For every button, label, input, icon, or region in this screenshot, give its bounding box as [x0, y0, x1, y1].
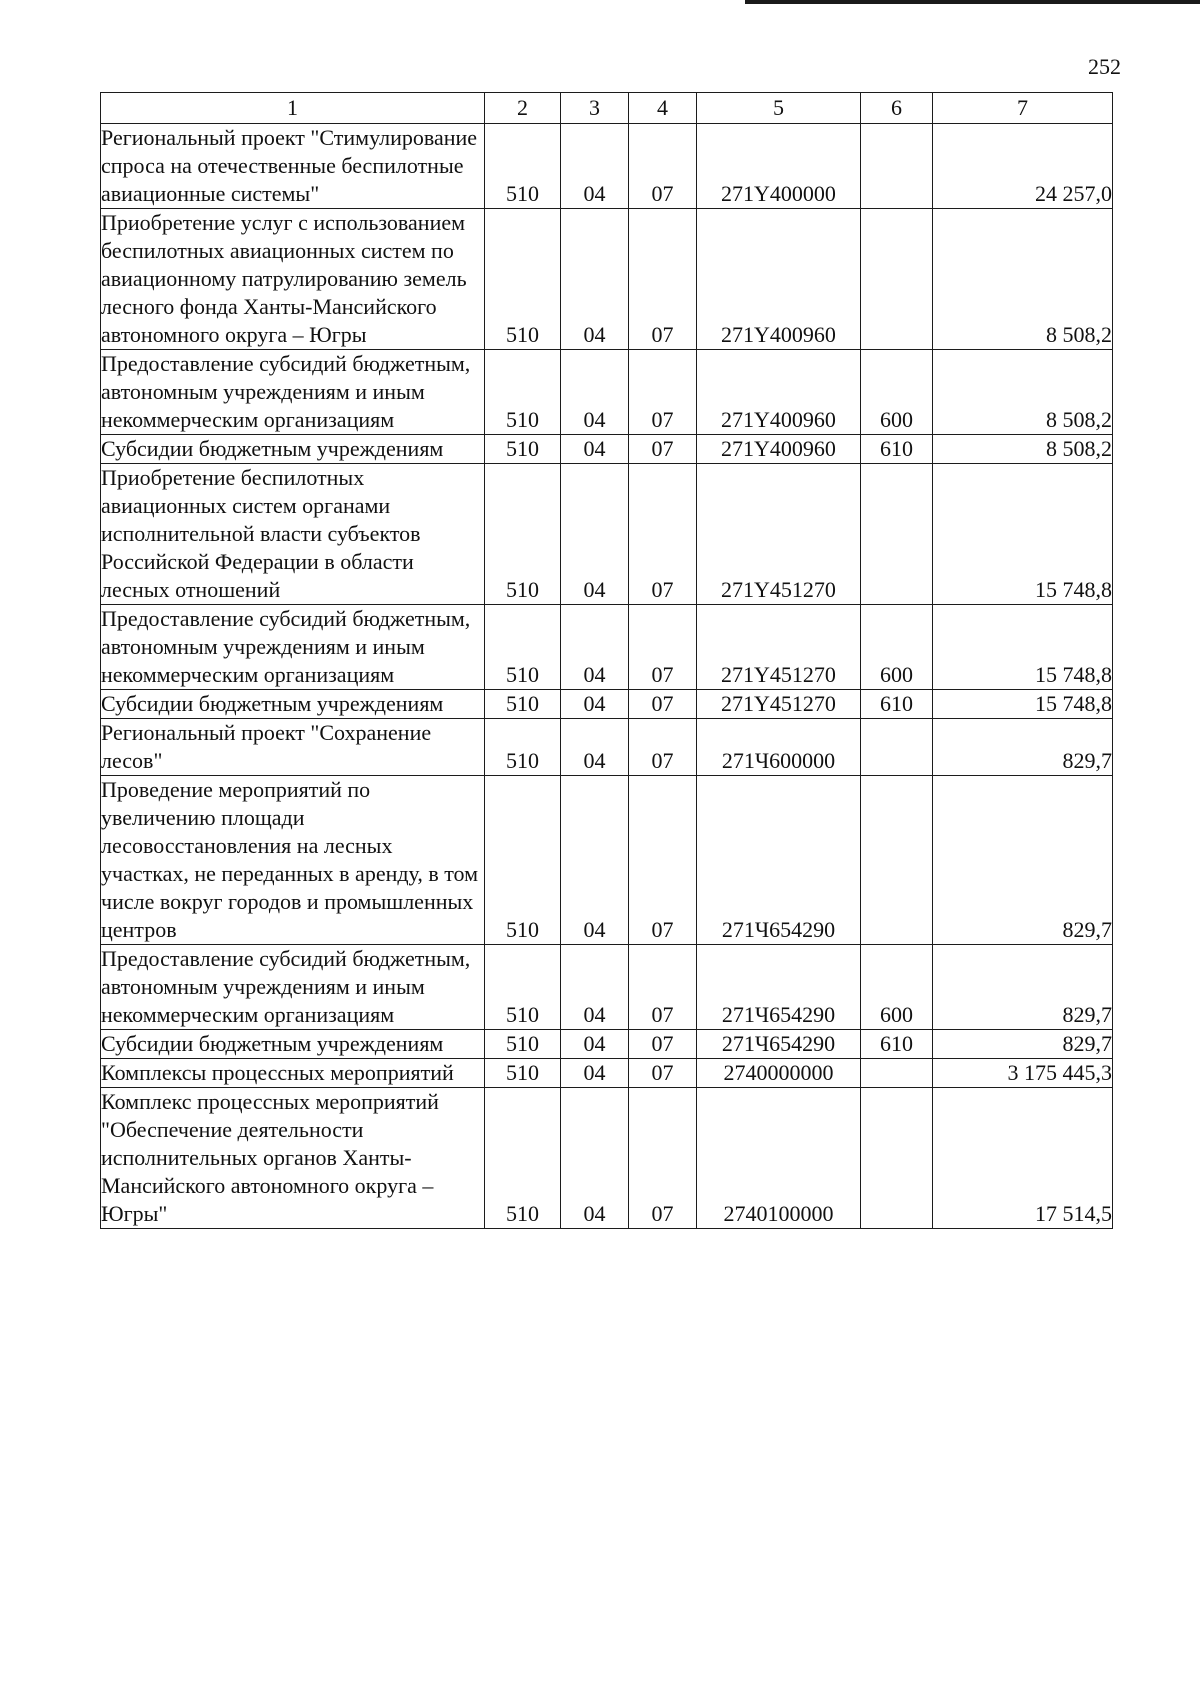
row-col-6: [861, 464, 933, 605]
row-col-5: 271Y400000: [697, 124, 861, 209]
table-row: [101, 1088, 1113, 1229]
row-col-6: 610: [861, 435, 933, 464]
row-col-6: 600: [861, 350, 933, 435]
row-name: Субсидии бюджетным учреждениям: [101, 435, 485, 464]
row-col-5: 271Y400960: [697, 350, 861, 435]
header-col-4: 4: [629, 93, 697, 124]
row-col-6: [861, 719, 933, 776]
row-col-6: [861, 124, 933, 209]
row-col-4: 07: [629, 945, 697, 1030]
row-col-2: 510: [485, 124, 561, 209]
row-col-4: 07: [629, 435, 697, 464]
header-row: [101, 93, 1113, 124]
row-col-5: 271Ч654290: [697, 776, 861, 945]
row-col-3: 04: [561, 776, 629, 945]
table-row: [101, 435, 1113, 464]
row-col-2: 510: [485, 435, 561, 464]
row-col-3: 04: [561, 1059, 629, 1088]
row-name: Предоставление субсидий бюджетным, автономным учреждениям и иным некоммерческим организациям: [101, 605, 485, 690]
row-col-4: 07: [629, 464, 697, 605]
row-col-7: 829,7: [933, 945, 1113, 1030]
header-col-6: 6: [861, 93, 933, 124]
row-col-4: 07: [629, 209, 697, 350]
row-col-5: 271Ч654290: [697, 1030, 861, 1059]
row-col-4: 07: [629, 690, 697, 719]
row-col-5: 271Y451270: [697, 464, 861, 605]
row-col-5: 2740000000: [697, 1059, 861, 1088]
row-name: Предоставление субсидий бюджетным, автономным учреждениям и иным некоммерческим организациям: [101, 350, 485, 435]
table-row: [101, 464, 1113, 605]
row-col-3: 04: [561, 719, 629, 776]
budget-table: [100, 92, 1113, 1229]
row-col-5: 271Y400960: [697, 435, 861, 464]
row-col-6: 610: [861, 690, 933, 719]
table-row: [101, 1030, 1113, 1059]
row-name: Региональный проект "Стимулирование спроса на отечественные беспилотные авиационные системы": [101, 124, 485, 209]
row-col-7: 17 514,5: [933, 1088, 1113, 1229]
row-col-5: 271Ч600000: [697, 719, 861, 776]
row-col-6: [861, 1059, 933, 1088]
row-col-7: 8 508,2: [933, 350, 1113, 435]
table-row: [101, 1059, 1113, 1088]
row-name: Предоставление субсидий бюджетным, автономным учреждениям и иным некоммерческим организациям: [101, 945, 485, 1030]
row-col-7: 15 748,8: [933, 605, 1113, 690]
row-col-2: 510: [485, 1088, 561, 1229]
row-col-6: 600: [861, 945, 933, 1030]
row-col-2: 510: [485, 209, 561, 350]
row-col-3: 04: [561, 350, 629, 435]
row-col-2: 510: [485, 945, 561, 1030]
row-col-3: 04: [561, 209, 629, 350]
row-col-2: 510: [485, 464, 561, 605]
header-col-1: 1: [101, 93, 485, 124]
row-col-7: 829,7: [933, 776, 1113, 945]
row-col-2: 510: [485, 350, 561, 435]
page-number: 252: [1088, 54, 1121, 79]
row-col-6: 600: [861, 605, 933, 690]
row-col-7: 829,7: [933, 1030, 1113, 1059]
row-name: Субсидии бюджетным учреждениям: [101, 1030, 485, 1059]
row-col-6: [861, 1088, 933, 1229]
row-col-3: 04: [561, 605, 629, 690]
row-col-2: 510: [485, 719, 561, 776]
row-col-5: 271Y451270: [697, 690, 861, 719]
row-col-4: 07: [629, 1059, 697, 1088]
row-name: Комплексы процессных мероприятий: [101, 1059, 485, 1088]
row-col-2: 510: [485, 1059, 561, 1088]
row-col-5: 271Y400960: [697, 209, 861, 350]
header-col-7: 7: [933, 93, 1113, 124]
row-col-2: 510: [485, 605, 561, 690]
row-col-7: 15 748,8: [933, 690, 1113, 719]
scan-edge-line: [745, 0, 1200, 4]
row-col-6: [861, 209, 933, 350]
table-row: [101, 605, 1113, 690]
table-row: [101, 690, 1113, 719]
row-col-7: 8 508,2: [933, 209, 1113, 350]
table-row: [101, 124, 1113, 209]
row-col-5: 271Ч654290: [697, 945, 861, 1030]
table-row: [101, 776, 1113, 945]
table-row: [101, 350, 1113, 435]
row-col-4: 07: [629, 719, 697, 776]
row-col-7: 24 257,0: [933, 124, 1113, 209]
row-col-2: 510: [485, 690, 561, 719]
row-name: Региональный проект "Сохранение лесов": [101, 719, 485, 776]
row-col-3: 04: [561, 464, 629, 605]
row-col-7: 8 508,2: [933, 435, 1113, 464]
row-name: Приобретение услуг с использованием беспилотных авиационных систем по авиационному патрулированию земель лесного фонда Ханты-Мансийского автономного округа – Югры: [101, 209, 485, 350]
header-col-2: 2: [485, 93, 561, 124]
row-name: Субсидии бюджетным учреждениям: [101, 690, 485, 719]
header-col-3: 3: [561, 93, 629, 124]
row-col-6: [861, 776, 933, 945]
row-name: Комплекс процессных мероприятий "Обеспечение деятельности исполнительных органов Ханты-Мансийского автономного округа – Югры": [101, 1088, 485, 1229]
row-name: Проведение мероприятий по увеличению площади лесовосстановления на лесных участках, не переданных в аренду, в том числе вокруг городов и промышленных центров: [101, 776, 485, 945]
table-row: [101, 945, 1113, 1030]
row-col-5: 2740100000: [697, 1088, 861, 1229]
row-col-3: 04: [561, 690, 629, 719]
row-col-3: 04: [561, 435, 629, 464]
row-col-3: 04: [561, 945, 629, 1030]
row-col-4: 07: [629, 605, 697, 690]
row-col-3: 04: [561, 1030, 629, 1059]
row-col-3: 04: [561, 1088, 629, 1229]
row-col-4: 07: [629, 1088, 697, 1229]
row-col-7: 3 175 445,3: [933, 1059, 1113, 1088]
row-col-4: 07: [629, 1030, 697, 1059]
row-col-2: 510: [485, 1030, 561, 1059]
row-col-7: 15 748,8: [933, 464, 1113, 605]
row-name: Приобретение беспилотных авиационных систем органами исполнительной власти субъектов Российской Федерации в области лесных отношений: [101, 464, 485, 605]
header-col-5: 5: [697, 93, 861, 124]
table-row: [101, 719, 1113, 776]
row-col-3: 04: [561, 124, 629, 209]
table-row: [101, 209, 1113, 350]
row-col-2: 510: [485, 776, 561, 945]
row-col-4: 07: [629, 776, 697, 945]
row-col-4: 07: [629, 350, 697, 435]
row-col-6: 610: [861, 1030, 933, 1059]
row-col-7: 829,7: [933, 719, 1113, 776]
row-col-5: 271Y451270: [697, 605, 861, 690]
row-col-4: 07: [629, 124, 697, 209]
